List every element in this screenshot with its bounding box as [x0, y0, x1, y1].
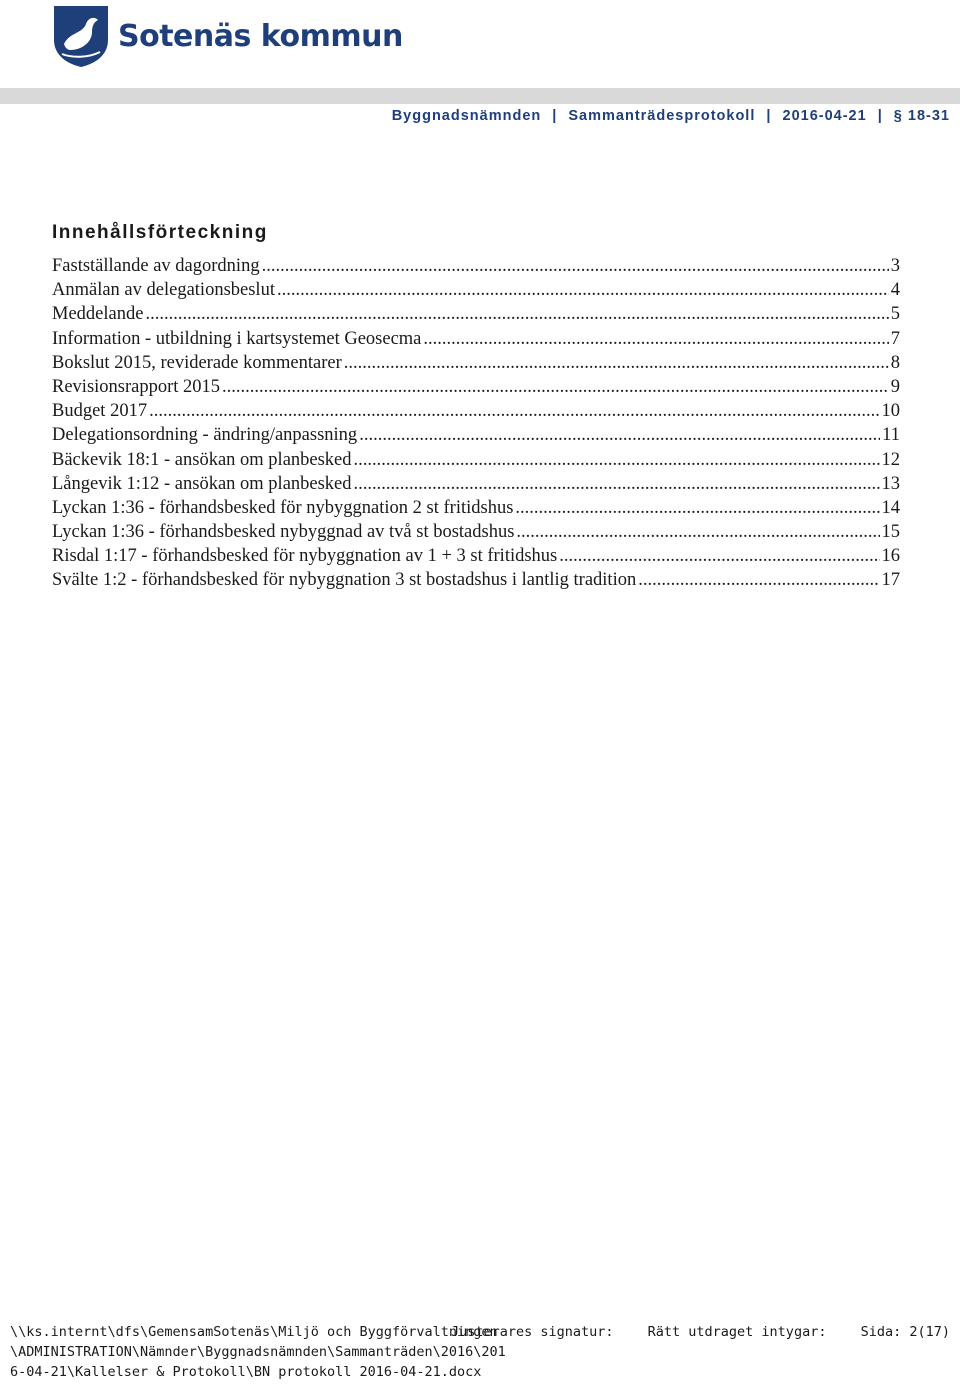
toc-title: Innehållsförteckning — [52, 222, 268, 243]
header-separator: | — [877, 108, 883, 124]
toc-entry-label: Lyckan 1:36 - förhandsbesked för nybyggnation 2 st fritidshus — [52, 497, 514, 518]
toc-entry[interactable] — [52, 254, 900, 278]
toc-entry-page: 16 — [881, 546, 900, 567]
toc-entry[interactable] — [52, 399, 900, 423]
toc-entry-label: Meddelande — [52, 304, 144, 325]
toc-entry-page: 12 — [881, 449, 900, 470]
toc-entry-page: 7 — [890, 328, 900, 349]
document-type: Sammanträdesprotokoll — [568, 108, 756, 124]
toc-entry[interactable] — [52, 520, 900, 544]
certified-label: Rätt utdraget intygar: — [647, 1324, 827, 1340]
toc-leader-dots — [149, 399, 879, 423]
toc-entry-label: Lyckan 1:36 - förhandsbesked nybyggnad av två st bostadshus — [52, 522, 515, 543]
toc-leader-dots — [515, 496, 879, 520]
toc-leader-dots — [354, 472, 880, 496]
toc-entry-label: Bokslut 2015, reviderade kommentarer — [52, 352, 342, 373]
paragraph-symbol: § — [893, 108, 903, 124]
meeting-date: 2016-04-21 — [782, 108, 867, 124]
header-rule — [0, 88, 960, 104]
toc-entry-label: Bäckevik 18:1 - ansökan om planbesked — [52, 449, 352, 470]
footer-signatures — [425, 1322, 950, 1342]
toc-leader-dots — [359, 423, 880, 447]
toc-leader-dots — [354, 448, 880, 472]
toc-entry-page: 8 — [890, 352, 900, 373]
toc-entry[interactable] — [52, 472, 900, 496]
municipality-logo — [52, 4, 403, 68]
toc-entry-page: 17 — [881, 570, 900, 591]
toc-leader-dots — [145, 302, 888, 326]
toc-entry-page: 9 — [890, 376, 900, 397]
toc-entry[interactable] — [52, 351, 900, 375]
toc-entry-label: Revisionsrapport 2015 — [52, 376, 221, 397]
toc-entry-page: 13 — [881, 473, 900, 494]
logo-text: Sotenäs kommun — [118, 18, 403, 54]
toc-entry-label: Delegationsordning - ändring/anpassning — [52, 425, 358, 446]
toc-entry[interactable] — [52, 496, 900, 520]
toc-leader-dots — [344, 351, 889, 375]
toc-entry-page: 14 — [881, 497, 900, 518]
toc-leader-dots — [638, 568, 879, 592]
toc-entry-page: 10 — [881, 401, 900, 422]
toc-entry[interactable] — [52, 568, 900, 592]
header-separator: | — [552, 108, 558, 124]
toc-entry-page: 15 — [881, 522, 900, 543]
toc-entry-label: Information - utbildning i kartsystemet Geosecma — [52, 328, 422, 349]
toc-entry[interactable] — [52, 302, 900, 326]
toc-entry-label: Fastställande av dagordning — [52, 256, 260, 276]
toc-entry-label: Risdal 1:17 - förhandsbesked för nybyggnation av 1 + 3 st fritidshus — [52, 546, 558, 567]
toc-entry-page: 11 — [882, 425, 900, 446]
paragraph-range: 18-31 — [907, 108, 950, 124]
toc-entry-page: 3 — [890, 256, 900, 276]
toc-entry[interactable] — [52, 278, 900, 302]
toc-leader-dots — [262, 254, 889, 278]
toc-leader-dots — [222, 375, 889, 399]
toc-entry-page: 5 — [890, 304, 900, 325]
table-of-contents — [52, 254, 900, 593]
board-name: Byggnadsnämnden — [391, 108, 542, 124]
toc-leader-dots — [559, 544, 879, 568]
shield-logo-icon — [52, 4, 110, 68]
toc-entry[interactable] — [52, 375, 900, 399]
toc-entry-label: Långevik 1:12 - ansökan om planbesked — [52, 473, 352, 494]
signature-label: Justerares signatur: — [450, 1324, 614, 1340]
toc-entry-label: Svälte 1:2 - förhandsbesked för nybyggnation 3 st bostadshus i lantlig tradition — [52, 570, 637, 591]
header-separator: | — [766, 108, 772, 124]
page-number: Sida: 2(17) — [860, 1324, 950, 1340]
toc-entry-label: Budget 2017 — [52, 401, 148, 422]
toc-entry[interactable] — [52, 544, 900, 568]
toc-entry[interactable] — [52, 327, 900, 351]
toc-entry[interactable] — [52, 423, 900, 447]
toc-entry[interactable] — [52, 448, 900, 472]
toc-entry-page: 4 — [890, 280, 900, 301]
toc-leader-dots — [516, 520, 879, 544]
file-path: \\ks.internt\dfs\GemensamSotenäs\Miljö och Byggförvaltningen\ADMINISTRATION\Nämnder\Byggnadsnämnden\Sammanträden\2016\2016-04-21\Kallelser & Protokoll\BN protokoll 2016-04-21.docx — [10, 1324, 506, 1380]
toc-entry-label: Anmälan av delegationsbeslut — [52, 280, 275, 301]
toc-leader-dots — [277, 278, 889, 302]
document-header — [392, 108, 950, 124]
toc-leader-dots — [423, 327, 888, 351]
